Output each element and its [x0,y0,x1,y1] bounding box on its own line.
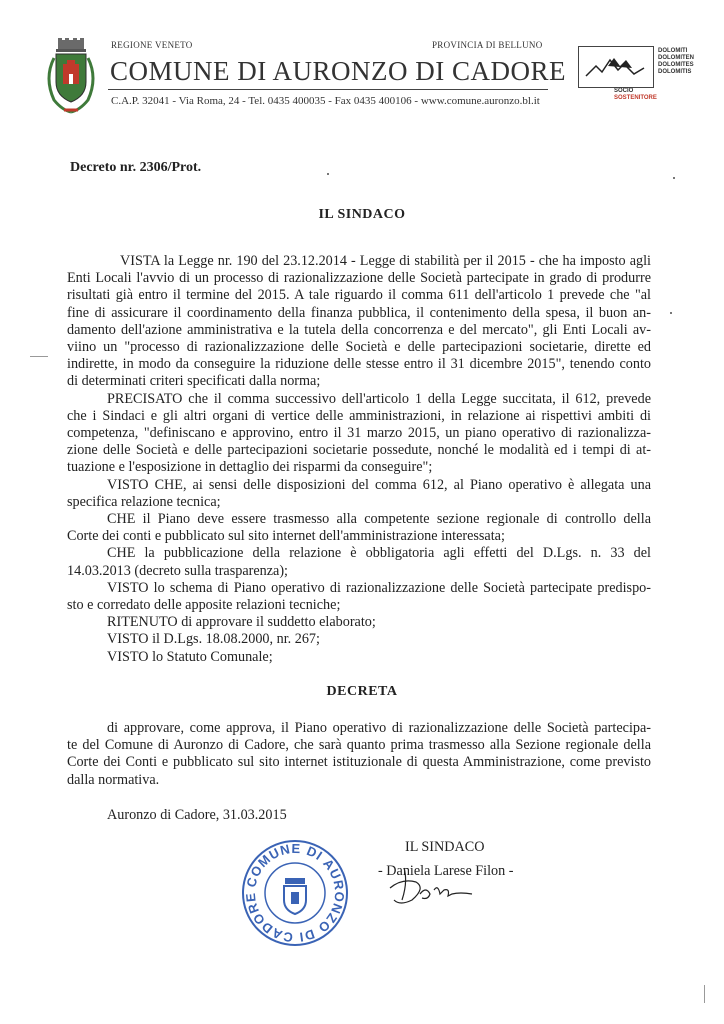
scan-mark [704,985,705,1003]
scan-mark [30,356,48,357]
body-line: specifica relazione tecnica; [67,493,221,510]
decreta-line: di approvare, come approva, il Piano operativo di razionalizzazione delle Società partecipa- [107,720,651,736]
decreta-line: dalla normativa. [67,771,160,788]
scan-dot [327,173,329,175]
header-rule [108,89,548,90]
heading-il-sindaco: IL SINDACO [318,207,406,222]
decreta-text [67,720,651,789]
province-label: PROVINCIA DI BELLUNO [432,40,543,50]
municipality-title: COMUNE DI AURONZO DI CADORE [110,56,566,86]
body-line: Corte dei conti e pubblicato sul sito internet dell'amministrazione interessata; [67,528,505,545]
body-line: indirette, in modo da conseguire la riduzione delle stesse entro il 31 dicembre 2015", tenendo conto [67,356,651,373]
body-line: VISTO lo schema di Piano operativo di razionalizzazione delle Società partecipate predispo- [107,579,651,596]
scan-dot [670,312,672,314]
socio-label: SOCIO [614,88,634,94]
municipal-seal [240,838,350,948]
body-line: fine di assicurare il coordinamento della finanza pubblica, il contenimento della spesa, il buon an- [67,304,651,321]
decree-number: Decreto nr. 2306/Prot. [70,160,202,175]
handwritten-signature [382,860,482,920]
body-text [67,253,651,666]
body-line: tuazione e l'esposizione in dettaglio dei risparmi da conseguire"; [67,459,433,476]
body-line: PRECISATO che il comma successivo dell'articolo 1 della Legge succitata, il 612, prevede [107,390,651,407]
body-line: damento dell'azione amministrativa e la tutela della concorrenza e del mercato", gli Enti Locali av- [67,321,651,338]
heading-decreta: DECRETA [326,684,398,699]
decreta-line: te del Comune di Auronzo di Cadore, che sarà quanto prima trasmesso alla Sezione regionale della [67,737,651,754]
body-line: VISTO CHE, ai sensi delle disposizioni del comma 612, al Piano operativo è allegata una [107,476,651,493]
body-line: VISTA la Legge nr. 190 del 23.12.2014 - Legge di stabilità per il 2015 - che ha imposto agli [120,253,651,269]
body-line: 14.03.2013 (decreto sulla trasparenza); [67,562,289,579]
body-line: CHE la pubblicazione della relazione è obbligatoria agli effetti del D.Lgs. n. 33 del [107,545,651,562]
body-line: VISTO lo Statuto Comunale; [107,648,273,665]
dolomiti-text-2: DOLOMITEN [658,55,694,61]
coat-of-arms-icon [42,38,100,118]
body-line: di determinati criteri specificati dalla norma; [67,373,321,390]
region-label: REGIONE VENETO [111,40,193,50]
place-date: Auronzo di Cadore, 31.03.2015 [107,807,287,823]
dolomiti-text-1: DOLOMITI [658,48,688,54]
sostenitore-label: SOSTENITORE [614,95,657,101]
seal-text: COMUNE DI AURONZO DI CADORE [242,840,348,946]
body-line: risultati già entro il termine del 2015. A tale riguardo il comma 611 dell'articolo 1 prevede che "al [67,287,651,304]
dolomiti-unesco-logo [578,46,694,106]
signature-role: IL SINDACO [405,839,485,855]
body-line: che i Sindaci e gli altri organi di vertice delle amministrazioni, in relazione ai rispettivi ambiti di [67,407,651,424]
body-line: CHE il Piano deve essere trasmesso alla competente sezione regionale di controllo della [107,511,651,528]
body-line: viino un "processo di razionalizzazione delle Società e delle partecipazioni societarie, dirette ed [67,339,651,356]
body-line: competenza, "definiscano e approvino, entro il 31 marzo 2015, un piano operativo di razionalizza- [67,425,651,442]
contact-line: C.A.P. 32041 - Via Roma, 24 - Tel. 0435 400035 - Fax 0435 400106 - www.comune.auronzo.bl.it [111,95,540,107]
body-line: sto e corredato delle apposite relazioni tecniche; [67,597,341,614]
body-line: VISTO il D.Lgs. 18.08.2000, nr. 267; [107,631,320,648]
decreta-line: Corte dei Conti e pubblicato sul sito internet istituzionale di questa Amministrazione, come previsto [67,754,651,771]
body-line: Enti Locali l'avvio di un processo di razionalizzazione delle Società partecipate in grado di produrre [67,270,651,287]
dolomiti-text-3: DOLOMITES [658,62,694,68]
dolomiti-text-4: DOLOMITIS [658,69,692,75]
signature-name: - Daniela Larese Filon - [378,863,514,879]
scan-dot [673,177,675,179]
body-line: zione delle Società e delle partecipazioni societarie possedute, nonché le modalità ed i tempi di at- [67,442,651,459]
body-line: RITENUTO di approvare il suddetto elaborato; [107,614,376,631]
